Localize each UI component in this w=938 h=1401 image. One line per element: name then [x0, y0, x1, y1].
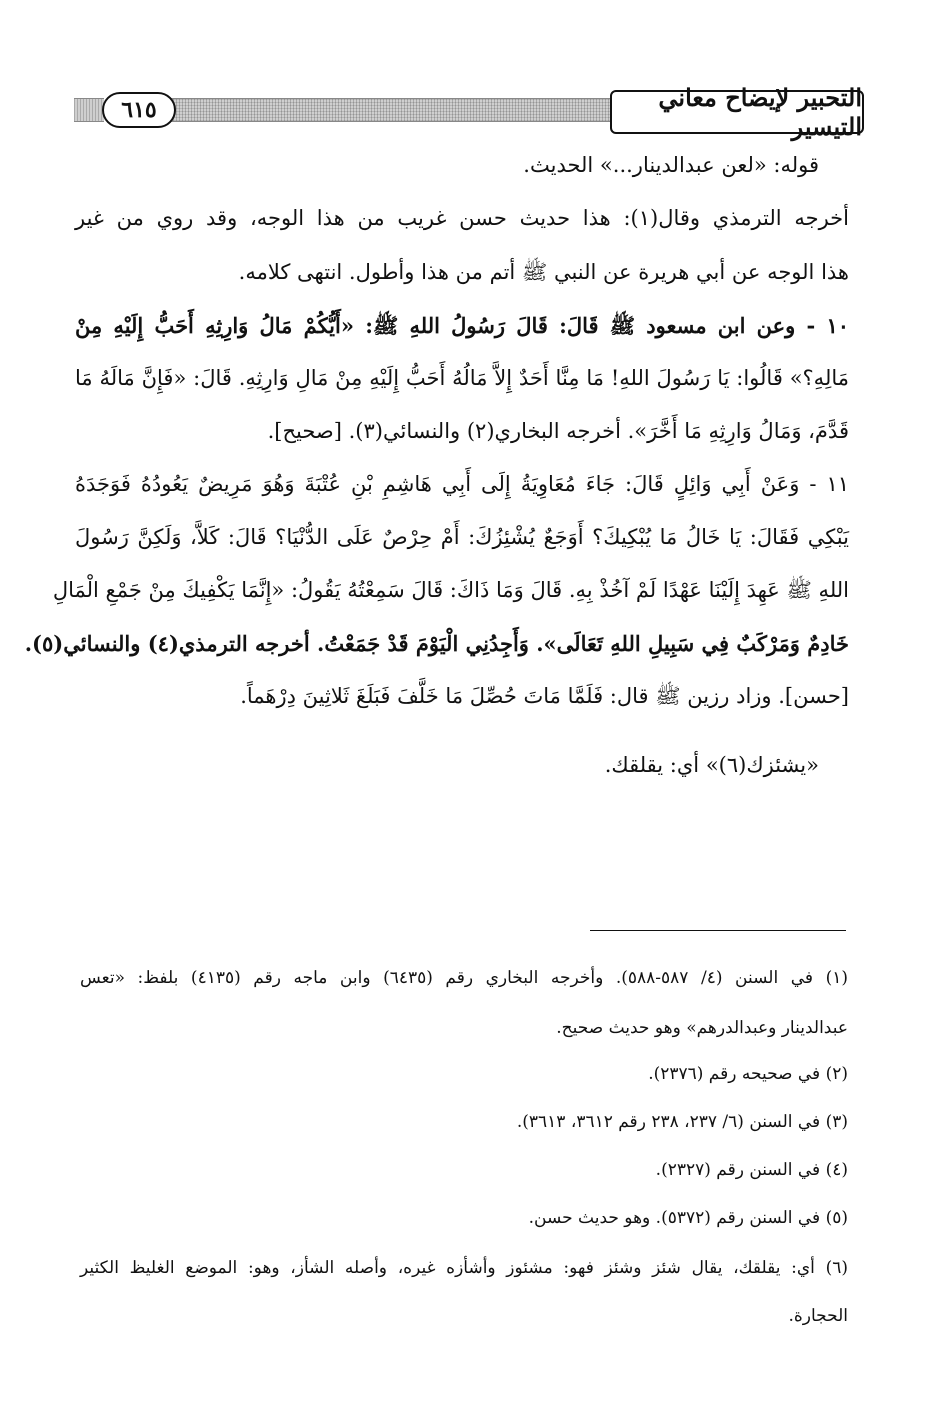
- page-header: [74, 83, 864, 141]
- hadith-line: ١٠ - وعن ابن مسعود ﷺ قَالَ: قَالَ رَسُولُ اللهِ ﷺ: «أَيُّكُمْ مَالُ وَارِثِهِ أَحَبُّ إِلَيْهِ مِنْ: [75, 313, 849, 338]
- text-line: هذا الوجه عن أبي هريرة عن النبي ﷺ أتم من هذا وأطول. انتهى كلامه.: [238, 260, 849, 284]
- footnote: عبدالدينار وعبدالدرهم» وهو حديث صحيح.: [556, 1018, 848, 1038]
- text-line: أخرجه الترمذي وقال(١): هذا حديث حسن غريب من هذا الوجه، وقد روي من غير: [75, 206, 849, 230]
- footnote: (٤) في السنن رقم (٢٣٢٧).: [655, 1160, 848, 1180]
- text-line: قوله: «لعن عبدالدينار...» الحديث.: [523, 153, 819, 177]
- footnote: الحجارة.: [788, 1306, 848, 1326]
- main-text: [24, 144, 849, 777]
- book-title: التحبير لإيضاح معاني التيسير: [610, 90, 864, 134]
- hadith-line: مَالِهِ؟» قَالُوا: يَا رَسُولَ اللهِ! مَا مِنَّا أَحَدٌ إِلاَّ مَالُهُ أَحَبُّ إِلَيْهِ مِنْ مَالِ وَارِثِهِ. قَالَ: «فَإِنَّ مَالَهُ مَا: [75, 366, 849, 390]
- footnote: (٣) في السنن (٦/ ٢٣٧، ٢٣٨ رقم ٣٦١٢، ٣٦١٣).: [516, 1112, 848, 1132]
- hadith-line: خَادِمٌ وَمَرْكَبٌ فِي سَبِيلِ اللهِ تَعَالَى». وَأَجِدُنِي الْيَوْمَ قَدْ جَمَعْتُ. أخرجه الترمذي(٤) والنسائي(٥).: [24, 631, 849, 656]
- footnote-separator: [590, 930, 846, 931]
- text-line: «يشئزك(٦)» أي: يقلقك.: [604, 753, 819, 777]
- header-ornament-band-left: [74, 98, 104, 122]
- footnote: (٢) في صحيحه رقم (٢٣٧٦).: [648, 1064, 848, 1084]
- header-ornament-band: [164, 98, 624, 122]
- footnote: (٦) أي: يقلقك، يقال شئز وشئز فهو: مشئوز وأشأزه غيره، وأصله الشأز، وهو: الموضع الغليظ الكثير: [80, 1258, 848, 1278]
- page-number: ٦١٥: [102, 92, 176, 128]
- footnote: (١) في السنن (٤/ ٥٨٧-٥٨٨). وأخرجه البخاري رقم (٦٤٣٥) وابن ماجه رقم (٤١٣٥) بلفظ: «تعس: [80, 968, 848, 988]
- hadith-line: يَبْكِي فَقَالَ: يَا خَالُ مَا يُبْكِيكَ؟ أَوَجَعٌ يُشْئِزُكَ: أَمْ حِرْصٌ عَلَى الدُّنْيَا؟ قَالَ: كَلاَّ، وَلَكِنَّ رَسُولَ: [75, 525, 849, 549]
- hadith-line: ١١ - وَعَنْ أَبِي وَائِلٍ قَالَ: جَاءَ مُعَاوِيَةُ إِلَى أَبِي هَاشِمِ بْنِ عُتْبَةَ وَهُوَ مَرِيضٌ يَعُودُهُ فَوَجَدَهُ: [75, 472, 849, 496]
- hadith-line: اللهِ ﷺ عَهِدَ إِلَيْنَا عَهْدًا لَمْ آخُذْ بِهِ. قَالَ وَمَا ذَاكَ: قَالَ سَمِعْتُهُ يَقُولُ: «إِنَّمَا يَكْفِيكَ مِنْ جَمْعِ الْمَالِ: [52, 578, 849, 602]
- footnote: (٥) في السنن رقم (٥٣٧٢). وهو حديث حسن.: [528, 1208, 848, 1228]
- hadith-line: قَدَّمَ، وَمَالُ وَارِثِهِ مَا أَخَّرَ». أخرجه البخاري(٢) والنسائي(٣). [صحيح].: [267, 419, 849, 443]
- hadith-line: [حسن]. وزاد رزين ﷺ قال: فَلَمَّا مَاتَ حُصِّلَ مَا خَلَّفَ فَبَلَغَ ثَلاثِينَ دِرْهَماً.: [240, 684, 849, 708]
